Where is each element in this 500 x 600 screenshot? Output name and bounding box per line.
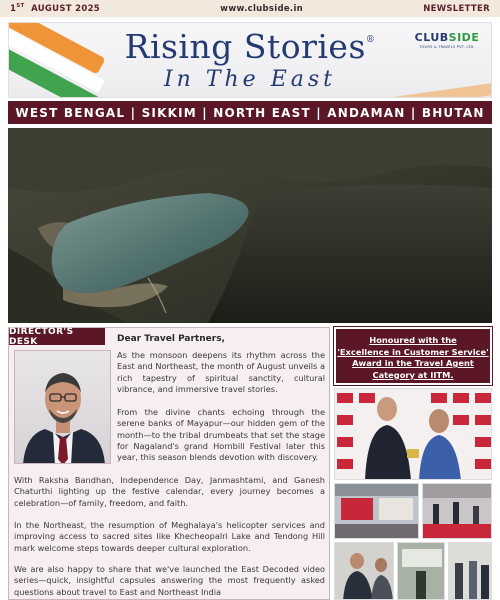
meeting-illustration	[335, 543, 394, 600]
award-line-1: Honoured with the	[369, 335, 457, 345]
logo-tagline: TOURS & TRAVELS PVT. LTD.	[419, 45, 475, 49]
date-day: 1	[10, 3, 17, 14]
visitors-illustration	[449, 543, 492, 600]
stall-illustration	[398, 543, 445, 600]
newsletter-subtitle: In The East	[163, 67, 336, 92]
award-line-2: 'Excellence in Customer Service'	[337, 346, 489, 357]
region-andaman: ANDAMAN	[327, 105, 406, 120]
logo-wordmark	[409, 31, 485, 44]
region-separator: |	[310, 105, 328, 120]
region-separator: |	[196, 105, 214, 120]
paragraph-4: In the Northeast, the resumption of Meghalaya's helicopter services and improving access to sacred sites like Khecheopalri Lake and Tendong Hill mark welcome steps towards deeper cultural exploration.	[14, 520, 325, 553]
booth-illustration	[335, 484, 419, 539]
paragraph-2: From the divine chants echoing through the serene banks of Mayapur—our hidden gem of the month—to the tribal drumbeats that set the stage for Nagaland's grand Hornbill Festival later this year, this season blends devotion with discovery.	[117, 407, 325, 463]
region-sikkim: SIKKIM	[141, 105, 197, 120]
paragraph-1: As the monsoon deepens its rhythm across the East and Northeast, the month of August unveils a rich tapestry of spiritual sanctity, cultural vibrance, and immersive travel stories.	[117, 350, 325, 394]
stall-photo	[397, 542, 445, 600]
directors-desk-label: DIRECTOR'S DESK	[9, 328, 105, 345]
award-ceremony-photo	[334, 388, 492, 480]
team-meeting-photo	[334, 542, 394, 600]
expo-booth-photo	[334, 483, 419, 539]
award-heading	[334, 327, 492, 385]
region-west-bengal: WEST BENGAL	[15, 105, 126, 120]
region-separator: |	[405, 105, 422, 120]
newsletter-label: NEWSLETTER	[423, 3, 490, 14]
issue-date	[10, 4, 100, 14]
logo-side: SIDE	[448, 31, 480, 44]
logo-club: CLUB	[414, 31, 449, 44]
title-text: Rising Stories	[124, 27, 366, 66]
award-line-4: Category at IITM.	[372, 369, 454, 380]
greeting: Dear Travel Partners,	[117, 334, 225, 344]
expo-hall-photo	[422, 483, 492, 539]
award-line-3: Award in the Travel Agent	[352, 358, 474, 368]
masthead-banner	[8, 22, 492, 98]
award-photo-illustration	[335, 389, 492, 480]
clubside-logo	[409, 31, 485, 57]
visitors-photo	[448, 542, 492, 600]
website-link[interactable]: www.clubside.in	[220, 3, 304, 14]
date-suffix: ST	[16, 2, 25, 9]
date-month-year: AUGUST 2025	[31, 3, 101, 14]
lake-landscape-image	[8, 128, 492, 323]
director-portrait	[14, 350, 111, 464]
trademark-mark: ®	[365, 35, 376, 45]
top-bar	[0, 0, 500, 17]
region-bhutan: BHUTAN	[421, 105, 485, 120]
portrait-illustration	[15, 351, 111, 464]
paragraph-5: We are also happy to share that we've launched the East Decoded video series—quick, insightful capsules answering the most frequently asked questions about travel to East and Northeast India	[14, 564, 325, 597]
paragraph-3: With Raksha Bandhan, Independence Day, Janmashtami, and Ganesh Chaturthi lighting up the festive calendar, every journey becomes a celebration—of family, freedom, and faith.	[14, 475, 325, 508]
region-north-east: NORTH EAST	[213, 105, 311, 120]
hall-illustration	[423, 484, 492, 539]
award-section	[334, 327, 492, 600]
directors-desk-section	[8, 327, 330, 600]
region-separator: |	[125, 105, 142, 120]
hero-lake-photo	[8, 128, 492, 323]
region-bar	[8, 101, 492, 124]
